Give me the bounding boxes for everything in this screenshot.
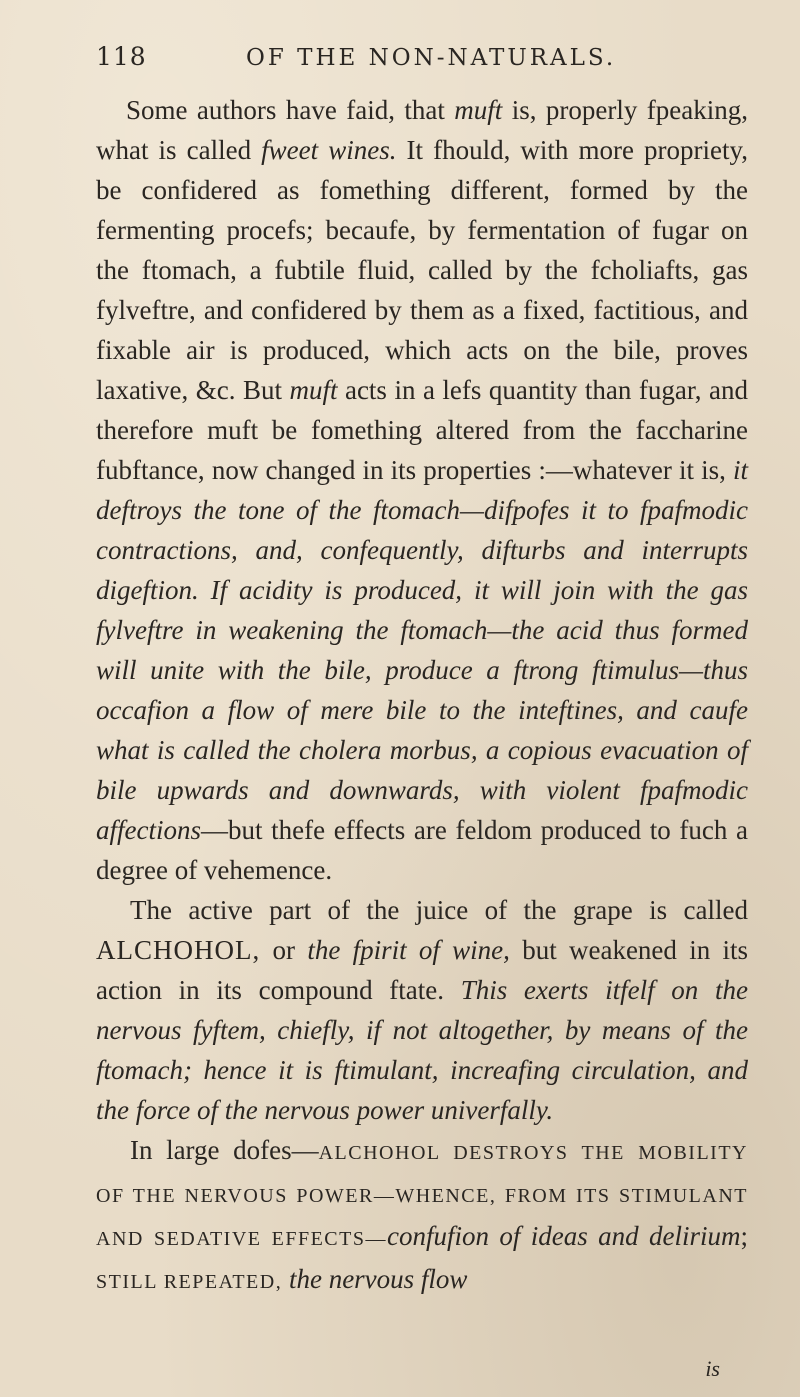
caps-run: ALCHOHOL, [96, 935, 261, 965]
italic-run: the nervous flow [282, 1264, 468, 1294]
text-run: is, properly fpeaking, what is called [96, 95, 748, 165]
italic-run: muft [289, 375, 338, 405]
body-text [96, 90, 748, 1302]
paragraph-large-doses [96, 1130, 748, 1302]
running-title: OF THE NON-NATURALS. [246, 45, 617, 71]
running-head [96, 42, 748, 82]
italic-run: it deftroys the tone of the ftomach—difpofes it to fpafmodic contractions, and, confequently, difturbs and interrupts digeftion. If acidity is produced, it will join with the gas fylveftre in weakening the ftomach—the acid thus formed will unite with the bile, produce a ftrong ftimulus—thus occafion a flow of mere bile to the inteftines, and caufe what is called the cholera morbus, a copious evacuation of bile upwards and downwards, with violent fpafmodic affections [96, 455, 748, 845]
paragraph-alchohol [96, 890, 748, 1130]
italic-run: This exerts itfelf on the nervous fyftem, chiefly, if not altogether, by means of the ftomach; hence it is ftimulant, increafing circulation, and the force of the nervous power univerfally. [96, 975, 748, 1125]
text-run: In large dofes— [130, 1135, 319, 1165]
small-caps-run: STILL REPEATED, [96, 1271, 283, 1293]
text-run: —but thefe effects are feldom produced to fuch a degree of vehemence. [96, 815, 748, 885]
text-run: Some authors have faid, that [126, 95, 455, 125]
catchword: is [705, 1356, 720, 1381]
text-run: The active part of the juice of the grape is called [130, 895, 748, 925]
italic-run: confufion of ideas and delirium [387, 1221, 741, 1251]
small-caps-run: ALCHOHOL DESTROYS THE MOBILITY OF THE NERVOUS POWER—WHENCE, FROM ITS STIMULANT AND SEDATIVE EFFECTS— [96, 1142, 748, 1250]
text-run: acts in a lefs quantity than fugar, and therefore muft be fomething altered from the faccharine fubftance, now changed in its properties :—whatever it is, [96, 375, 748, 485]
paragraph-must [96, 90, 748, 890]
italic-run: the fpirit of wine, [307, 935, 510, 965]
page-number: 118 [96, 42, 147, 71]
text-run: It fhould, with more propriety, be confidered as fomething different, formed by the fermenting procefs; becaufe, by fermentation of fugar on the ftomach, a fubtile fluid, called by the fcholiafts, gas fylveftre, and confidered by them as a fixed, factitious, and fixable air is produced, which acts on the bile, proves laxative, &c. But [96, 135, 748, 405]
italic-run: fweet wines. [261, 135, 397, 165]
text-run: but weakened in its action in its compound ftate. [96, 935, 748, 1005]
text-run: or [260, 935, 308, 965]
text-run: ; [740, 1221, 748, 1251]
italic-run: muft [454, 95, 503, 125]
